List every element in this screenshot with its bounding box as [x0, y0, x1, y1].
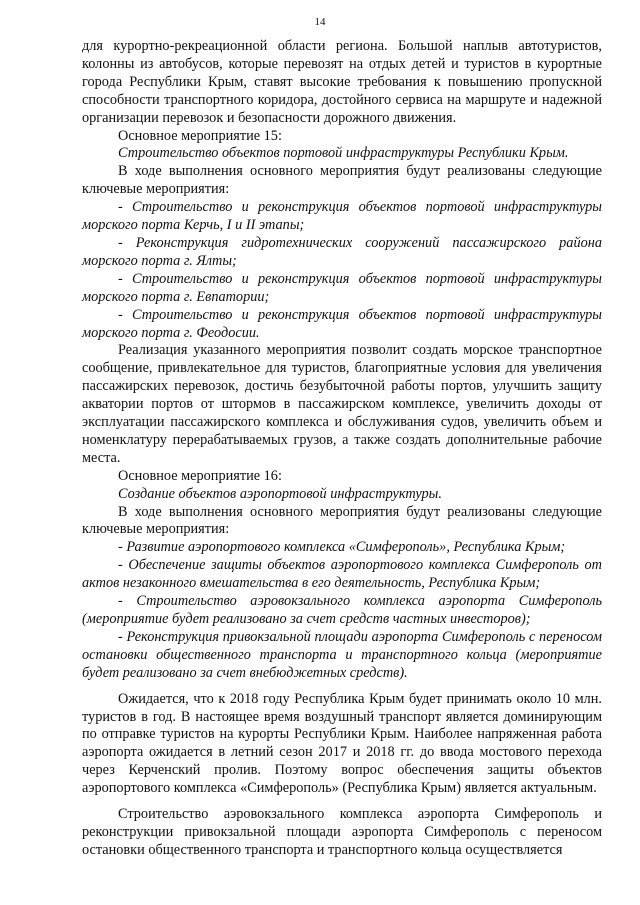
measure-15-intro: В ходе выполнения основного мероприятия будут реализованы следующие ключевые мероприятия: — [82, 163, 602, 198]
measure-16-item-development: - Развитие аэропортового комплекса «Симферополь», Республика Крым; — [118, 539, 566, 556]
page-number: 14 — [314, 16, 326, 28]
measure-16-item-terminal: - Строительство аэровокзального комплекса аэропорта Симферополь (мероприятие будет реализовано за счет средств частных инвесторов); — [82, 593, 602, 627]
document-body — [82, 38, 602, 860]
measure-15-item-kerch: - Строительство и реконструкция объектов портовой инфраструктуры морского порта Керчь, I и II этапы; — [82, 199, 602, 234]
measure-15-outcome: Реализация указанного мероприятия позволит создать морское транспортное сообщение, привлекательное для туристов, благоприятные условия для увеличения пассажирских перевозок, достичь безубыточной работы портов, улучшить защиту акватории портов от штормов в пассажирском комплексе, увеличить доходы от эксплуатации пассажирского комплекса и обслуживания судов, увеличить объем и номенклатуру перерабатываемых грузов, а также создать дополнительные рабочие места. — [82, 342, 602, 466]
measure-16-intro: В ходе выполнения основного мероприятия будут реализованы следующие ключевые мероприятия: — [82, 503, 602, 538]
measure-15-item-evpatoria: - Строительство и реконструкция объектов портовой инфраструктуры морского порта г. Евпатории; — [82, 270, 602, 305]
measure-15-heading: Основное мероприятие 15: — [118, 127, 282, 144]
measure-16-title: Создание объектов аэропортовой инфраструктуры. — [118, 485, 442, 502]
measure-15-item-feodosia: - Строительство и реконструкция объектов портовой инфраструктуры морского порта г. Феодосии. — [82, 306, 602, 341]
measure-16-heading: Основное мероприятие 16: — [118, 467, 282, 484]
measure-16-item-square: - Реконструкция привокзальной площади аэропорта Симферополь с переносом остановки общественного транспорта и транспортного кольца (мероприятие будет реализовано за счет внебюджетных средств). — [82, 628, 602, 681]
paragraph-terminal-construction: Строительство аэровокзального комплекса аэропорта Симферополь и реконструкции привокзальной площади аэропорта Симферополь с переносом остановки общественного транспорта и транспортного кольца осуществляется — [82, 806, 602, 858]
paragraph-tourist-forecast: Ожидается, что к 2018 году Республика Крым будет принимать около 10 млн. туристов в год. В настоящее время воздушный транспорт является доминирующим по отправке туристов на курорты Республики Крым. Наиболее напряженная работа аэропорта ожидается в летний сезон 2017 и 2018 гг. до ввода мостового перехода через Керченский пролив. Поэтому вопрос обеспечения защиты объектов аэропортового комплекса «Симферополь» (Республика Крым) является актуальным. — [82, 690, 602, 797]
measure-15-item-yalta: - Реконструкция гидротехнических сооружений пассажирского района морского порта г. Ялты; — [82, 234, 602, 269]
measure-15-title: Строительство объектов портовой инфраструктуры Республики Крым. — [118, 145, 569, 162]
measure-16-item-protection: - Обеспечение защиты объектов аэропортового комплекса Симферополь от актов незаконного вмешательства в его деятельность, Республика Крым; — [82, 557, 602, 592]
paragraph-highway-continuation: для курортно-рекреационной области региона. Большой наплыв автотуристов, колонны из автобусов, которые перевозят на отдых детей и туристов в курортные города Республики Крым, ставят высокие требования к повышению пропускной способности транспортного коридора, достойного сервиса на маршруте и надежной организации перевозок и безопасности дорожного движения. — [82, 38, 602, 126]
